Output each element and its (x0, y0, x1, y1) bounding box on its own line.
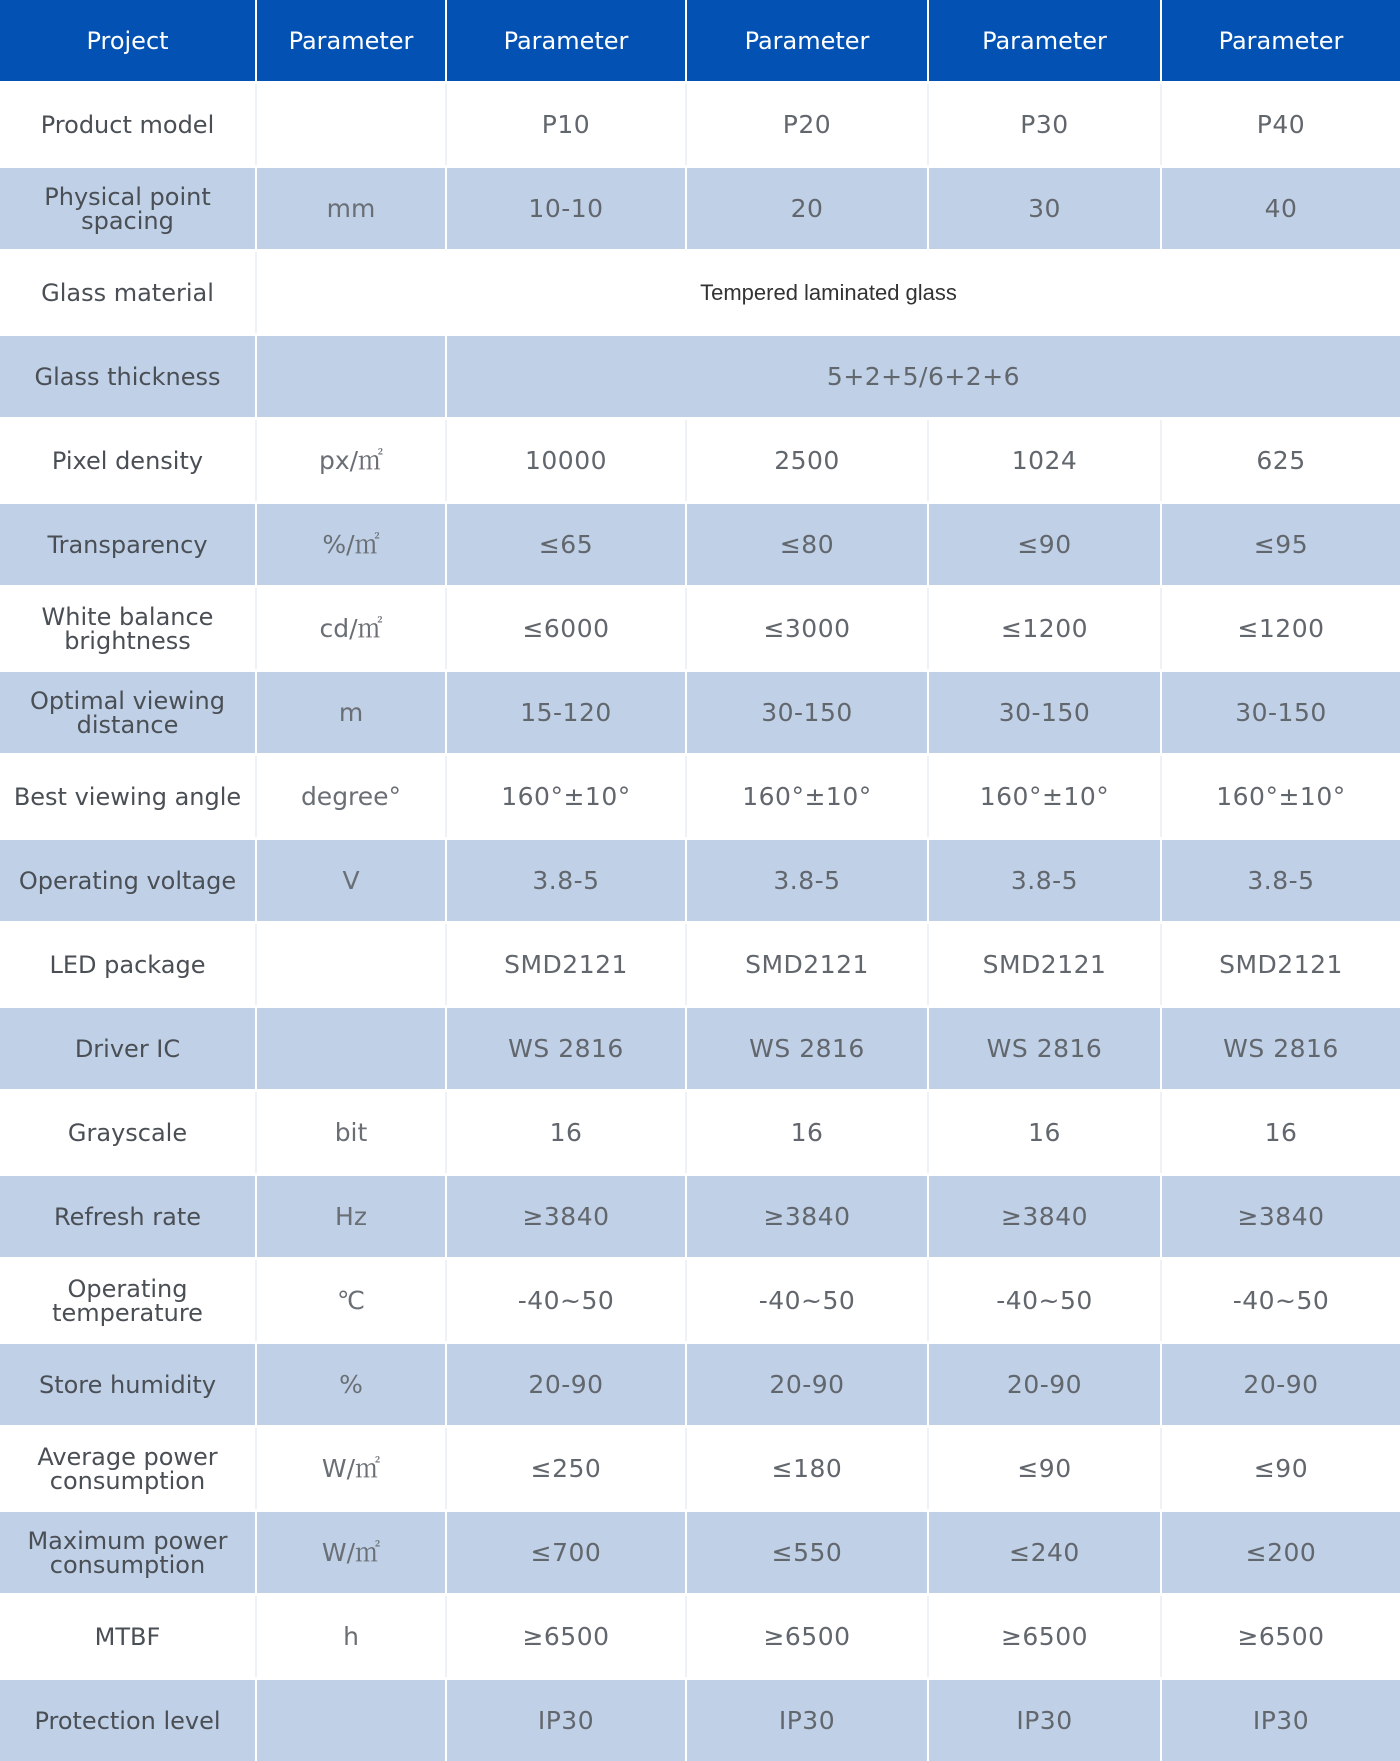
row-value-p10: ≤250 (446, 1427, 686, 1511)
row-value-p40: 3.8-5 (1161, 839, 1400, 923)
row-value-p30: ≥3840 (928, 1175, 1161, 1259)
header-parameter-p30: Parameter (928, 0, 1161, 83)
row-project-label: Operating temperature (0, 1259, 256, 1343)
row-value-p10: 20-90 (446, 1343, 686, 1427)
row-value-p20: ≤3000 (686, 587, 928, 671)
row-value-p40: ≤95 (1161, 503, 1400, 587)
row-value-p40: ≥3840 (1161, 1175, 1400, 1259)
row-value-p30: 20-90 (928, 1343, 1161, 1427)
row-value-p20: 3.8-5 (686, 839, 928, 923)
row-value-p40: 30-150 (1161, 671, 1400, 755)
table-row (0, 587, 1400, 671)
row-unit: cd/㎡ (256, 587, 446, 671)
row-value-p20: -40~50 (686, 1259, 928, 1343)
row-value-p30: SMD2121 (928, 923, 1161, 1007)
row-value-p20: P20 (686, 83, 928, 167)
header-parameter-p10: Parameter (446, 0, 686, 83)
row-value-p10: WS 2816 (446, 1007, 686, 1091)
row-unit: h (256, 1595, 446, 1679)
row-value-p30: 3.8-5 (928, 839, 1161, 923)
row-project-label: Best viewing angle (0, 755, 256, 839)
row-project-label: Driver IC (0, 1007, 256, 1091)
row-unit (256, 1679, 446, 1761)
row-project-label: LED package (0, 923, 256, 1007)
row-value-p20: IP30 (686, 1679, 928, 1761)
row-value-p40: 625 (1161, 419, 1400, 503)
row-unit: px/㎡ (256, 419, 446, 503)
row-project-label: Protection level (0, 1679, 256, 1761)
row-project-label: Glass material (0, 251, 256, 335)
row-value-p10: 15-120 (446, 671, 686, 755)
row-value-p30: WS 2816 (928, 1007, 1161, 1091)
row-project-label: Store humidity (0, 1343, 256, 1427)
row-value-p40: ≤90 (1161, 1427, 1400, 1511)
row-project-label: Maximum power consumption (0, 1511, 256, 1595)
header-parameter-p20: Parameter (686, 0, 928, 83)
row-value-p10: P10 (446, 83, 686, 167)
row-merged-value: 5+2+5/6+2+6 (446, 335, 1400, 419)
row-value-p30: 160°±10° (928, 755, 1161, 839)
row-value-p20: 20-90 (686, 1343, 928, 1427)
row-value-p30: 16 (928, 1091, 1161, 1175)
row-value-p30: ≤240 (928, 1511, 1161, 1595)
row-value-p10: 3.8-5 (446, 839, 686, 923)
row-value-p20: 160°±10° (686, 755, 928, 839)
row-project-label: White balance brightness (0, 587, 256, 671)
row-unit: W/㎡ (256, 1427, 446, 1511)
row-unit: %/㎡ (256, 503, 446, 587)
table-row (0, 671, 1400, 755)
table-row (0, 1427, 1400, 1511)
table-row (0, 1007, 1400, 1091)
row-project-label: Glass thickness (0, 335, 256, 419)
row-value-p30: ≤90 (928, 1427, 1161, 1511)
row-unit (256, 83, 446, 167)
row-value-p10: 16 (446, 1091, 686, 1175)
row-unit: m (256, 671, 446, 755)
row-value-p30: P30 (928, 83, 1161, 167)
row-value-p40: WS 2816 (1161, 1007, 1400, 1091)
row-value-p20: SMD2121 (686, 923, 928, 1007)
row-project-label: Grayscale (0, 1091, 256, 1175)
table-row (0, 1595, 1400, 1679)
row-project-label: Optimal viewing distance (0, 671, 256, 755)
table-row (0, 839, 1400, 923)
table-header-row (0, 0, 1400, 83)
row-unit: Hz (256, 1175, 446, 1259)
row-unit: W/㎡ (256, 1511, 446, 1595)
row-value-p40: IP30 (1161, 1679, 1400, 1761)
table-row (0, 923, 1400, 1007)
row-unit: mm (256, 167, 446, 251)
row-value-p40: ≥6500 (1161, 1595, 1400, 1679)
row-value-p20: 16 (686, 1091, 928, 1175)
row-value-p40: SMD2121 (1161, 923, 1400, 1007)
table-row (0, 1091, 1400, 1175)
row-unit: bit (256, 1091, 446, 1175)
row-value-p20: ≤80 (686, 503, 928, 587)
header-parameter-p40: Parameter (1161, 0, 1400, 83)
table-row (0, 1511, 1400, 1595)
row-value-p20: 20 (686, 167, 928, 251)
row-project-label: Operating voltage (0, 839, 256, 923)
table-row (0, 755, 1400, 839)
header-project: Project (0, 0, 256, 83)
row-value-p10: 10-10 (446, 167, 686, 251)
row-value-p40: 160°±10° (1161, 755, 1400, 839)
row-unit: degree° (256, 755, 446, 839)
table-row (0, 1679, 1400, 1761)
row-project-label: MTBF (0, 1595, 256, 1679)
row-value-p10: SMD2121 (446, 923, 686, 1007)
row-value-p10: 10000 (446, 419, 686, 503)
row-value-p30: 30-150 (928, 671, 1161, 755)
table-row (0, 1259, 1400, 1343)
row-value-p10: ≥3840 (446, 1175, 686, 1259)
row-value-p40: P40 (1161, 83, 1400, 167)
table-row (0, 503, 1400, 587)
row-project-label: Average power consumption (0, 1427, 256, 1511)
row-project-label: Product model (0, 83, 256, 167)
row-value-p40: ≤200 (1161, 1511, 1400, 1595)
row-value-p40: 16 (1161, 1091, 1400, 1175)
row-value-p20: ≥6500 (686, 1595, 928, 1679)
row-value-p10: ≤700 (446, 1511, 686, 1595)
table-row (0, 1343, 1400, 1427)
row-project-label: Refresh rate (0, 1175, 256, 1259)
row-value-p30: -40~50 (928, 1259, 1161, 1343)
table-row (0, 167, 1400, 251)
table-row (0, 251, 1400, 335)
row-value-p20: 2500 (686, 419, 928, 503)
row-value-p10: -40~50 (446, 1259, 686, 1343)
row-unit (256, 1007, 446, 1091)
row-unit: V (256, 839, 446, 923)
row-value-p10: IP30 (446, 1679, 686, 1761)
row-value-p40: 40 (1161, 167, 1400, 251)
row-value-p30: ≤90 (928, 503, 1161, 587)
row-unit: ℃ (256, 1259, 446, 1343)
row-unit (256, 923, 446, 1007)
row-value-p40: 20-90 (1161, 1343, 1400, 1427)
row-project-label: Pixel density (0, 419, 256, 503)
row-value-p40: ≤1200 (1161, 587, 1400, 671)
table-row (0, 419, 1400, 503)
row-value-p20: ≤550 (686, 1511, 928, 1595)
row-value-p30: ≤1200 (928, 587, 1161, 671)
row-merged-value: Tempered laminated glass (256, 251, 1400, 335)
row-value-p20: ≥3840 (686, 1175, 928, 1259)
row-value-p20: WS 2816 (686, 1007, 928, 1091)
row-value-p20: ≤180 (686, 1427, 928, 1511)
row-value-p10: 160°±10° (446, 755, 686, 839)
row-value-p40: -40~50 (1161, 1259, 1400, 1343)
row-value-p30: IP30 (928, 1679, 1161, 1761)
row-project-label: Physical point spacing (0, 167, 256, 251)
row-value-p10: ≤6000 (446, 587, 686, 671)
table-row (0, 1175, 1400, 1259)
row-unit (256, 335, 446, 419)
row-value-p30: ≥6500 (928, 1595, 1161, 1679)
row-value-p30: 1024 (928, 419, 1161, 503)
row-value-p30: 30 (928, 167, 1161, 251)
row-value-p20: 30-150 (686, 671, 928, 755)
row-unit: % (256, 1343, 446, 1427)
row-project-label: Transparency (0, 503, 256, 587)
row-value-p10: ≥6500 (446, 1595, 686, 1679)
table-body (0, 83, 1400, 1761)
header-parameter-unit: Parameter (256, 0, 446, 83)
table-row (0, 83, 1400, 167)
table-row (0, 335, 1400, 419)
row-value-p10: ≤65 (446, 503, 686, 587)
